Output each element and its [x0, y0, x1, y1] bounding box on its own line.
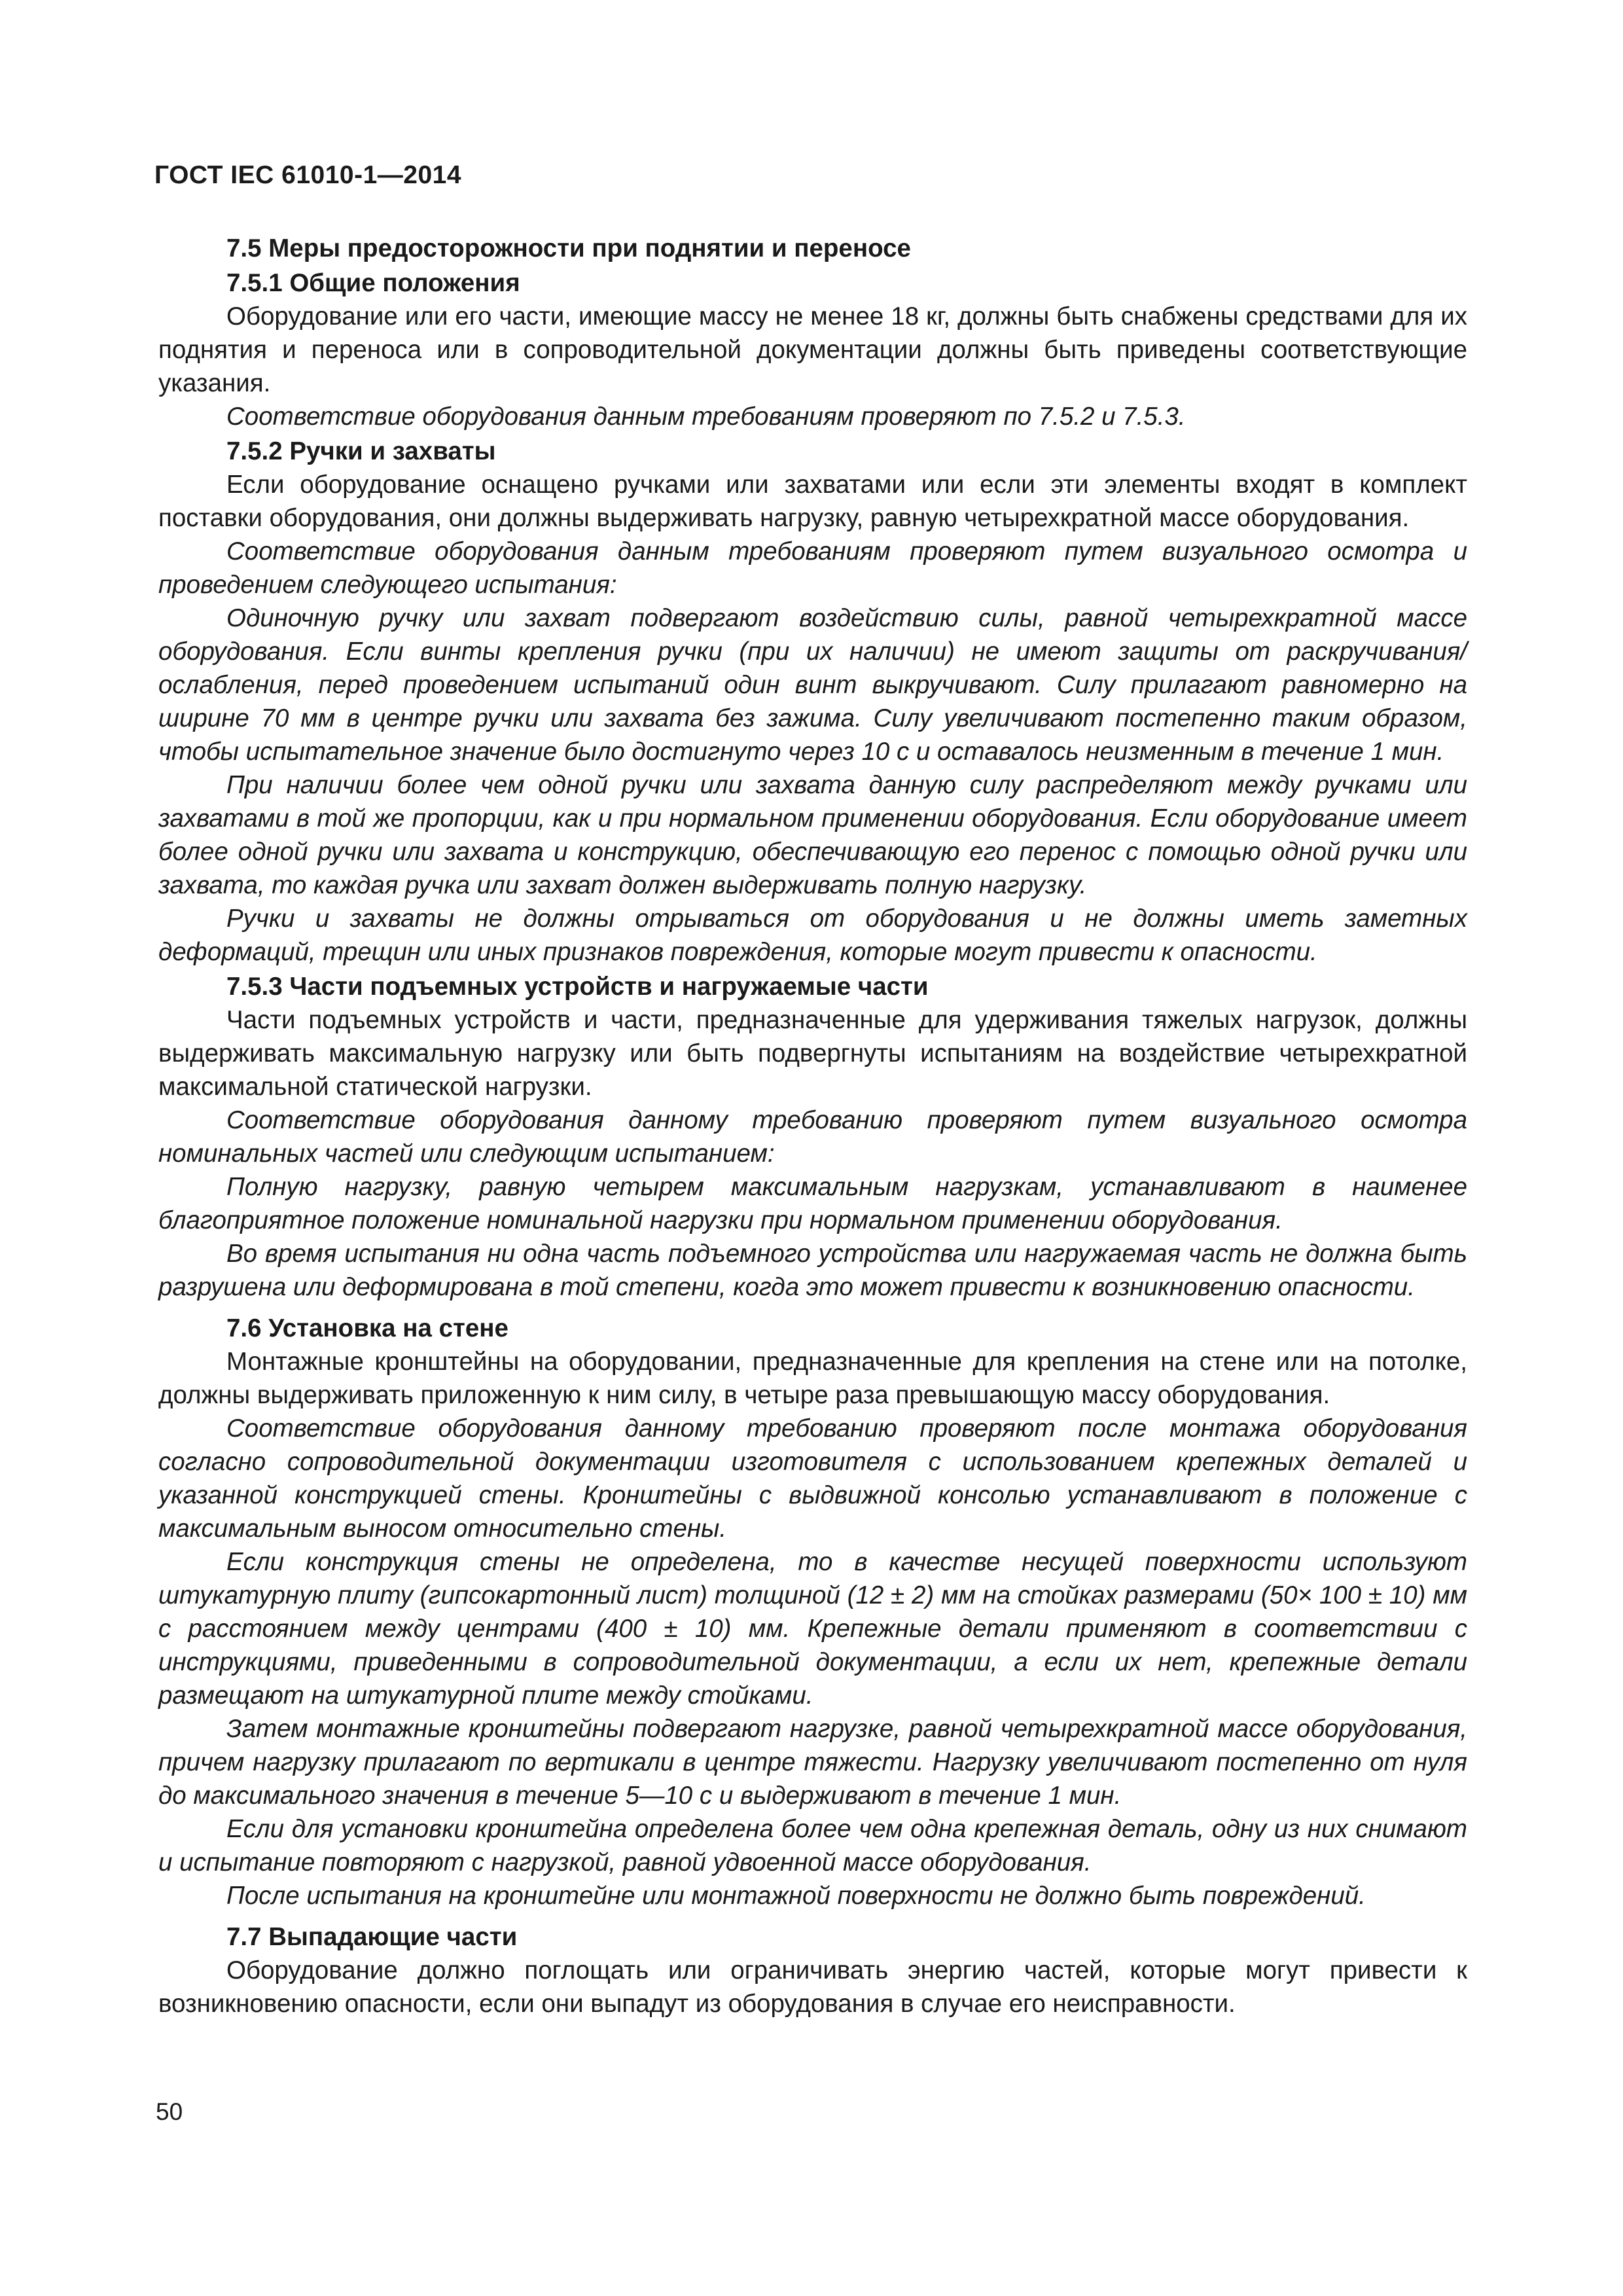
compliance-text-paragraph: Полную нагрузку, равную четырем максимальным нагрузкам, устанавливают в наименее благоприятное положение номинальной нагрузки при нормальном применении оборудования. — [158, 1173, 1467, 1234]
page-number: 50 — [156, 2098, 183, 2125]
compliance-text-paragraph: Соответствие оборудования данному требованию проверяют путем визуального осмотра номинальных частей или следующим испытанием: — [158, 1106, 1467, 1168]
section-heading: 7.5.3 Части подъемных устройств и нагружаемые части — [226, 973, 929, 1001]
compliance-text-paragraph: Одиночную ручку или захват подвергают воздействию силы, равной четырехкратной массе оборудования. Если винты крепления ручки (при их наличии) не имеют защиты от раскручивания/ослабления, перед проведением испытаний один винт выкручивают. Силу прилагают равномерно на ширине 70 мм в центре ручки или захвата без зажима. Силу увеличивают постепенно таким образом, чтобы испытательное значение было достигнуто через 10 с и оставалось неизменным в течение 1 мин. — [158, 604, 1467, 766]
body-paragraph: Монтажные кронштейны на оборудовании, предназначенные для крепления на стене или на потолке, должны выдерживать приложенную к ним силу, в четыре раза превышающую массу оборудования. — [158, 1348, 1467, 1409]
compliance-text-paragraph: Ручки и захваты не должны отрываться от оборудования и не должны иметь заметных деформаций, трещин или иных признаков повреждения, которые могут привести к опасности. — [158, 905, 1467, 966]
compliance-text-paragraph: Соответствие оборудования данным требованиям проверяют путем визуального осмотра и проведением следующего испытания: — [158, 537, 1467, 599]
compliance-text-paragraph: Если конструкция стены не определена, то в качестве несущей поверхности используют штукатурную плиту (гипсокартонный лист) толщиной (12 ± 2) мм на стойках размерами (50× 100 ± 10) мм с расстоянием между центрами (400 ± 10) мм. Крепежные детали применяют в соответствии с инструкциями, приведенными в сопроводительной документации, а если их нет, крепежные детали размещают на штукатурной плите между стойками. — [158, 1548, 1467, 1710]
section-heading: 7.6 Установка на стене — [226, 1314, 508, 1342]
document-code-header: ГОСТ IEC 61010-1—2014 — [154, 161, 462, 189]
section-heading: 7.5.2 Ручки и захваты — [226, 437, 496, 465]
section-heading: 7.7 Выпадающие части — [226, 1923, 518, 1951]
compliance-text-paragraph: После испытания на кронштейне или монтажной поверхности не должно быть повреждений. — [226, 1882, 1366, 1910]
body-paragraph: Оборудование или его части, имеющие массу не менее 18 кг, должны быть снабжены средствами для их поднятия и переноса или в сопроводительной документации должны быть приведены соответствующие указания. — [158, 302, 1467, 397]
compliance-text-paragraph: Соответствие оборудования данному требованию проверяют после монтажа оборудования согласно сопроводительной документации изготовителя с использованием крепежных деталей и указанной конструкцией стены. Кронштейны с выдвижной консолью устанавливают в положение с максимальным выносом относительно стены. — [158, 1414, 1467, 1543]
compliance-text-paragraph: Соответствие оборудования данным требованиям проверяют по 7.5.2 и 7.5.3. — [226, 403, 1186, 431]
body-paragraph: Части подъемных устройств и части, предназначенные для удерживания тяжелых нагрузок, должны выдерживать максимальную нагрузку или быть подвергнуты испытаниям на воздействие четырехкратной максимальной статической нагрузки. — [158, 1006, 1467, 1101]
compliance-text-paragraph: Во время испытания ни одна часть подъемного устройства или нагружаемая часть не должна быть разрушена или деформирована в той степени, когда это может привести к возникновению опасности. — [158, 1240, 1467, 1301]
body-paragraph: Оборудование должно поглощать или ограничивать энергию частей, которые могут привести к возникновению опасности, если они выпадут из оборудования в случае его неисправности. — [158, 1956, 1467, 2018]
compliance-text-paragraph: При наличии более чем одной ручки или захвата данную силу распределяют между ручками или захватами в той же пропорции, как и при нормальном применении оборудования. Если оборудование имеет более одной ручки или захвата и конструкцию, обеспечивающую его перенос с помощью одной ручки или захвата, то каждая ручка или захват должен выдерживать полную нагрузку. — [158, 771, 1467, 899]
section-heading: 7.5 Меры предосторожности при поднятии и переносе — [226, 234, 911, 262]
section-heading: 7.5.1 Общие положения — [226, 269, 520, 297]
compliance-text-paragraph: Затем монтажные кронштейны подвергают нагрузке, равной четырехкратной массе оборудования, причем нагрузку прилагают по вертикали в центре тяжести. Нагрузку увеличивают постепенно от нуля до максимального значения в течение 5—10 с и выдерживают в течение 1 мин. — [158, 1715, 1467, 1810]
document-body — [158, 230, 1467, 2020]
compliance-text-paragraph: Если для установки кронштейна определена более чем одна крепежная деталь, одну из них снимают и испытание повторяют с нагрузкой, равной удвоенной массе оборудования. — [158, 1815, 1467, 1876]
body-paragraph: Если оборудование оснащено ручками или захватами или если эти элементы входят в комплект поставки оборудования, они должны выдерживать нагрузку, равную четырехкратной массе оборудования. — [158, 471, 1467, 532]
